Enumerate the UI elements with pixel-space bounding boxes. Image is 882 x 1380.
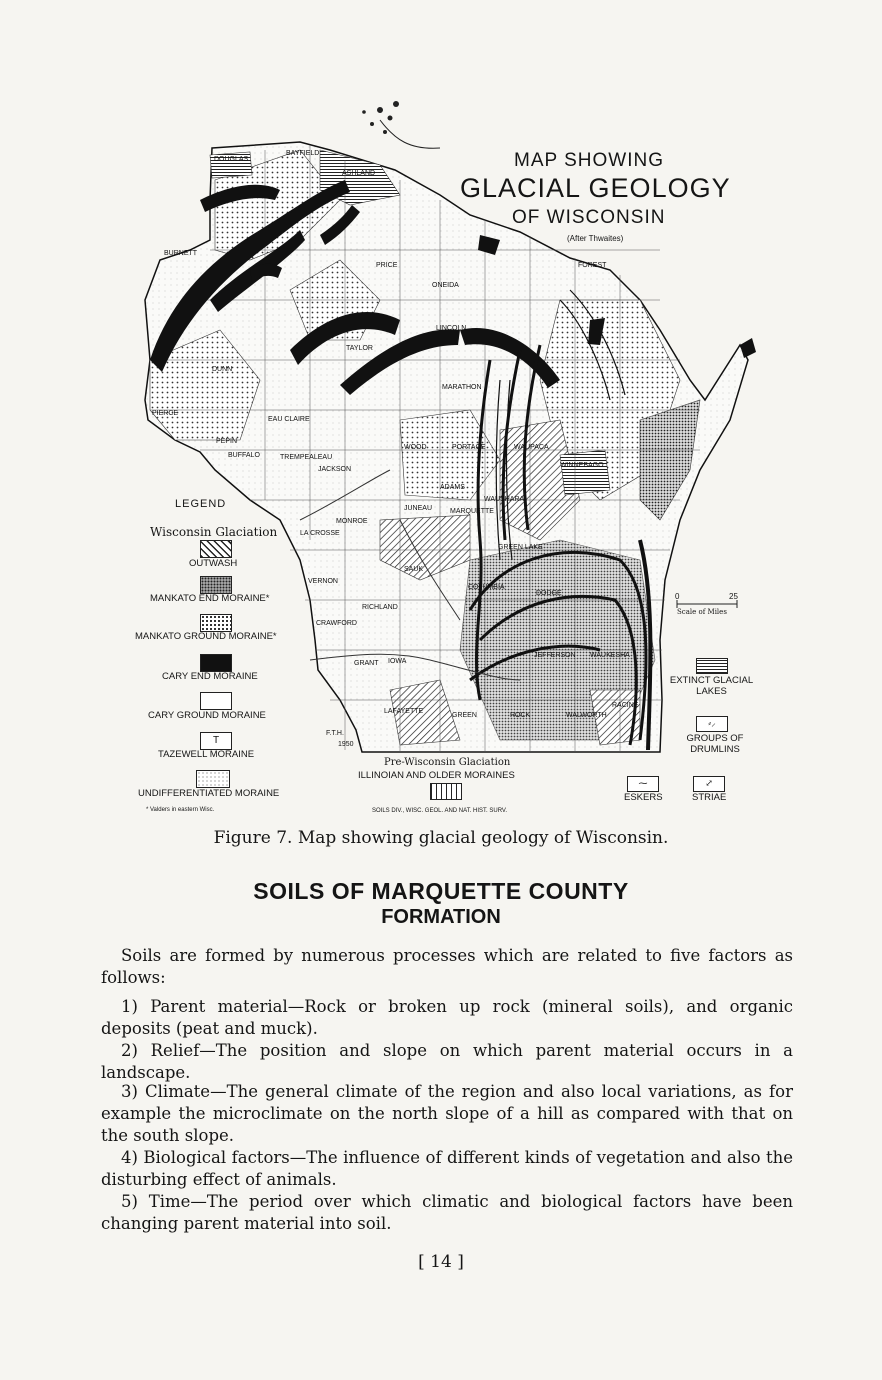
county-label: ADAMS [440,484,465,491]
county-label: ONEIDA [432,282,459,289]
county-label: WAUKESHA [590,652,630,659]
county-label: MONROE [336,518,368,525]
county-label: LINCOLN [436,325,467,332]
map-credit-initials: F.T.H. [326,730,344,737]
tazewell-swatch: T [200,732,232,750]
cary-end-swatch [200,654,232,672]
county-label: LA CROSSE [300,530,340,537]
scale-zero: 0 [675,592,680,601]
section-title: SOILS OF MARQUETTE COUNTY [253,878,629,904]
county-label: EAU CLAIRE [268,416,310,423]
county-label: PRICE [376,262,398,269]
legend-label-eskers: ESKERS [624,792,663,803]
county-label: IOWA [388,658,407,665]
county-label: RICHLAND [362,604,398,611]
legend-label-undifferentiated: UNDIFFERENTIATED MORAINE [138,788,280,799]
county-label: RACINE [612,702,639,709]
county-label: GREEN LAKE [498,544,543,551]
legend-label-mankato-end: MANKATO END MORAINE* [150,593,270,604]
illinoian-label: ILLINOIAN AND OLDER MORAINES [358,770,515,781]
county-label: WALWORTH [566,712,607,719]
figure-caption: Figure 7. Map showing glacial geology of Wisconsin. [213,828,669,848]
legend-label-cary-end: CARY END MORAINE [162,671,258,682]
county-label: SAUK [404,566,424,573]
legend-label-mankato-ground: MANKATO GROUND MORAINE* [135,631,277,642]
paragraph-biological: 4) Biological factors—The influence of different kinds of vegetation and also the disturbing effect of animals. [101,1148,793,1189]
drumlins-swatch: ⸗⸝ [696,716,728,732]
mankato-end-swatch [200,576,232,594]
county-label: MARATHON [442,384,482,391]
map-title-source: (After Thwaites) [567,234,624,243]
county-label: COLUMBIA [468,584,505,591]
county-label: JEFFERSON [534,652,576,659]
county-label: DUNN [212,366,233,373]
map-title-line3: OF WISCONSIN [512,207,666,228]
striae-swatch: ⤢ [693,776,725,792]
county-label: LAFAYETTE [384,708,424,715]
county-label: JACKSON [318,466,352,473]
legend-label-striae: STRIAE [692,792,727,803]
legend-label-outwash: OUTWASH [189,558,238,569]
pre-wisconsin-label: Pre-Wisconsin Glaciation [384,757,511,768]
county-label: TREMPEALEAU [280,454,333,461]
legend-label-drumlins: GROUPS OF DRUMLINS [686,733,744,755]
county-label: VERNON [308,578,338,585]
county-label: TAYLOR [346,345,373,352]
county-label: JUNEAU [404,505,433,512]
map-title-line2: GLACIAL GEOLOGY [460,173,731,203]
county-label: ASHLAND [342,170,376,177]
map-credit-year: 1950 [338,741,354,748]
county-label: CRAWFORD [316,620,357,627]
scale-label: Scale of Miles [677,608,727,616]
legend-label-cary-ground: CARY GROUND MORAINE [148,710,266,721]
county-label: WOOD [404,444,427,451]
survey-credit: SOILS DIV., WISC. GEOL. AND NAT. HIST. SURV. [372,808,508,814]
county-label: DODGE [536,590,562,597]
extinct-lakes-swatch [696,658,728,674]
map-title-line1: MAP SHOWING [514,150,664,171]
outwash-swatch [200,540,232,558]
county-label: WINNEBAGO [560,462,604,469]
county-label: GREEN [452,712,477,719]
mankato-ground-swatch [200,614,232,632]
county-label: FOREST [578,262,607,269]
county-label: BURNETT [164,250,198,257]
county-label: PEPIN [216,438,238,445]
county-label: BUFFALO [228,452,260,459]
illinoian-swatch [430,783,462,800]
legend-heading: LEGEND [175,498,227,510]
legend-label-extinct-lakes: EXTINCT GLACIAL LAKES [669,675,754,697]
paragraph-relief: 2) Relief—The position and slope on which parent material occurs in a landscape. [101,1041,793,1082]
paragraph-parent-material: 1) Parent material—Rock or broken up rock (mineral soils), and organic deposits (peat and muck). [101,997,793,1038]
paragraph-climate: 3) Climate—The general climate of the region and also local variations, as for example the microclimate on the north slope of a hill as compared with that on the south slope. [101,1082,793,1145]
paragraph-time: 5) Time—The period over which climatic and biological factors have been changing parent material into soil. [101,1192,793,1233]
section-subtitle: FORMATION [381,906,501,928]
county-label: BAYFIELD [286,150,320,157]
county-label: WAUPACA [514,444,549,451]
county-label: ROCK [510,712,531,719]
cary-ground-swatch [200,692,232,710]
eskers-swatch: ⁓ [627,776,659,792]
undifferentiated-swatch [196,770,230,788]
county-label: WAUSHARA [484,496,525,503]
county-label: PORTAGE [452,444,486,451]
county-label: GRANT [354,660,379,667]
legend-footnote: * Valders in eastern Wisc. [146,807,215,813]
legend-label-tazewell: TAZEWELL MORAINE [158,749,255,760]
page-number: [ 14 ] [418,1252,464,1272]
scale-max: 25 [729,592,738,601]
county-label: PIERCE [152,410,179,417]
county-label: MARQUETTE [450,508,494,515]
county-label: DOUGLAS [214,156,249,163]
legend-subheading: Wisconsin Glaciation [150,525,278,539]
paragraph-intro: Soils are formed by numerous processes which are related to five factors as follows: [101,946,793,987]
